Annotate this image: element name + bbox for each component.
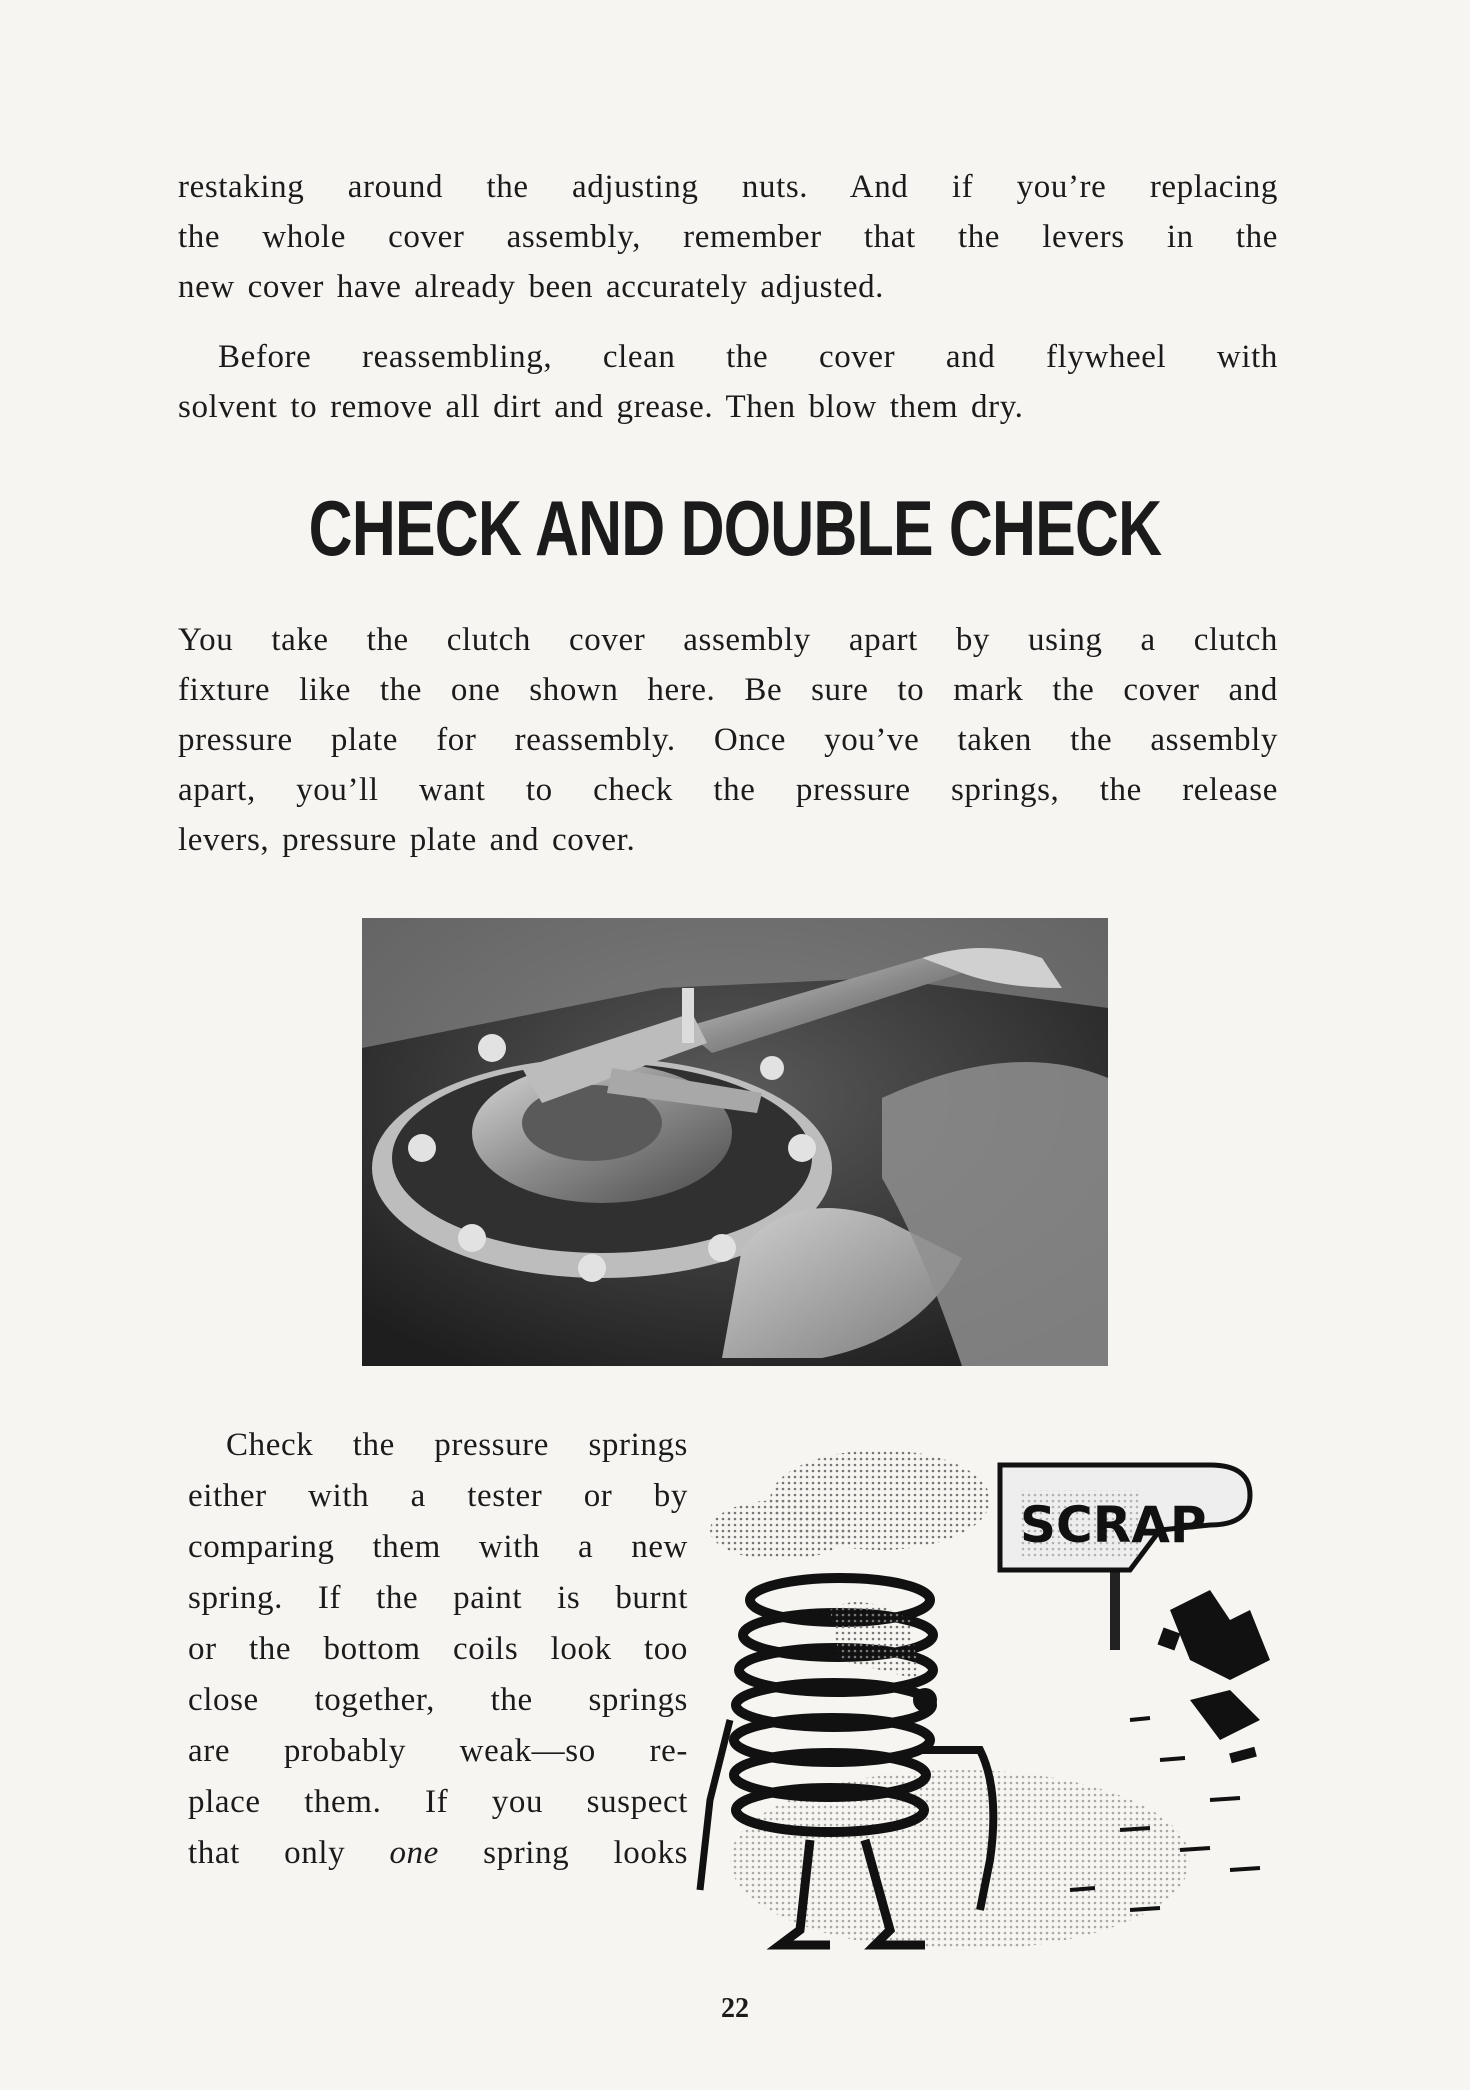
text-line — [188, 1828, 688, 1879]
text-line: restaking around the adjusting nuts. And if you’re replacing — [178, 169, 1278, 205]
text-line: solvent to remove all dirt and grease. Then blow them dry. — [178, 389, 1024, 425]
spring-arm — [700, 1720, 730, 1890]
text-fragment: that only — [188, 1835, 390, 1871]
section-heading: CHECK AND DOUBLE CHECK — [308, 484, 1162, 572]
scrap-sign-label: SCRAP — [1020, 1496, 1207, 1554]
spring-cartoon — [690, 1420, 1290, 1980]
text-line: new cover have already been accurately adjusted. — [178, 269, 885, 305]
text-line: Before reassembling, clean the cover and flywheel with — [218, 339, 1278, 375]
paragraph-before-reassembling — [178, 332, 1278, 432]
text-line: place them. If you suspect — [188, 1784, 688, 1820]
text-line: pressure plate for reassembly. Once you’ve taken the assembly — [178, 722, 1278, 758]
text-line: apart, you’ll want to check the pressure springs, the release — [178, 772, 1278, 808]
text-line: comparing them with a new — [188, 1529, 688, 1565]
text-line: levers, pressure plate and cover. — [178, 822, 636, 858]
paragraph-clutch-cover — [178, 615, 1278, 865]
text-fragment: spring looks — [438, 1835, 689, 1871]
text-line: either with a tester or by — [188, 1478, 688, 1514]
text-line: You take the clutch cover assembly apart by using a clutch — [178, 622, 1278, 658]
text-line: are probably weak—so re- — [188, 1733, 688, 1769]
scrap-heap — [1157, 1590, 1270, 1763]
clutch-fixture-illustration — [362, 918, 1108, 1366]
paragraph-pressure-springs — [188, 1420, 688, 1879]
text-line: Check the pressure springs — [226, 1427, 688, 1463]
emphasized-word: one — [389, 1835, 439, 1871]
paragraph-restaking — [178, 162, 1278, 312]
text-line: the whole cover assembly, remember that the levers in the — [178, 219, 1278, 255]
text-line: close together, the springs — [188, 1682, 688, 1718]
dust-cloud — [710, 1500, 850, 1560]
text-line: spring. If the paint is burnt — [188, 1580, 688, 1616]
clutch-fixture-photo — [362, 918, 1108, 1366]
text-line: fixture like the one shown here. Be sure to mark the cover and — [178, 672, 1278, 708]
page-number: 22 — [721, 1993, 749, 2024]
spring-nose — [913, 1688, 937, 1712]
text-line: or the bottom coils look too — [188, 1631, 688, 1667]
